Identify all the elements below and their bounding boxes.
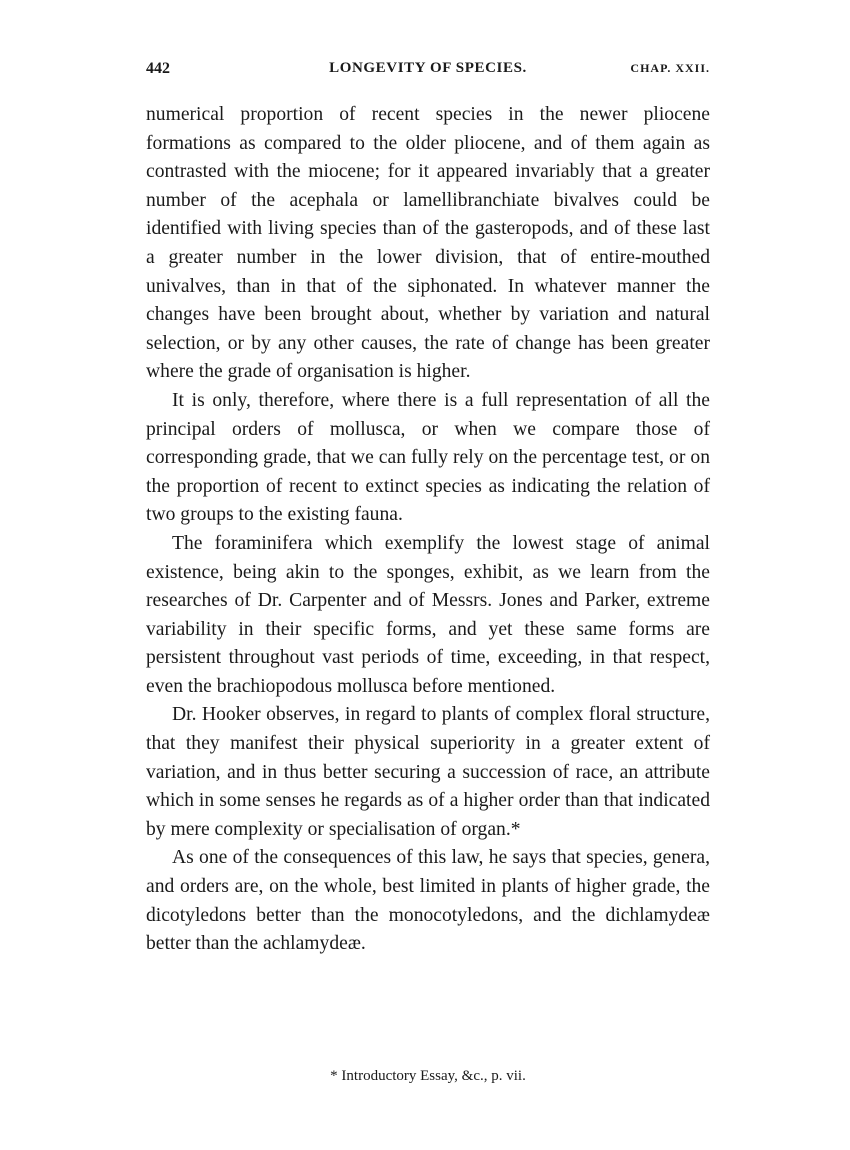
- paragraph-continuation: numerical proportion of recent species in the newer pliocene formations as compared to the older pliocene, and of them again as contrasted with the miocene; for it appeared invariably that a greater number of the acephala or lamellibranchiate bivalves could be identified with living species than of the gasteropods, and of these last a greater number in the lower division, that of entire-mouthed univalves, than in that of the siphonated. In whatever manner the changes have been brought about, whether by variation and natural selection, or by any other causes, the rate of change has been greater where the grade of organisation is higher.: [146, 104, 710, 383]
- footnote: * Introductory Essay, &c., p. vii.: [330, 1068, 526, 1084]
- paragraph-hooker: Dr. Hooker observes, in regard to plants of complex floral structure, that they manifest their physical superiority in a greater extent of variation, and in thus better securing a succession of race, an attribute which in some senses he regards as of a higher order than that indicated by mere complexity or specialisation of organ.*: [146, 704, 710, 840]
- page-number: 442: [146, 60, 170, 77]
- paragraph-foraminifera: The foraminifera which exemplify the lowest stage of animal existence, being akin to the sponges, exhibit, as we learn from the researches of Dr. Carpenter and of Messrs. Jones and Parker, extreme variability in their specific forms, and yet these same forms are persistent throughout vast periods of time, exceeding, in that respect, even the brachiopodous mollusca before mentioned.: [146, 532, 710, 697]
- running-head: LONGEVITY OF SPECIES.: [329, 60, 527, 76]
- paragraph-consequences: As one of the consequences of this law, he says that species, genera, and orders are, on the whole, best limited in plants of higher grade, the dicotyledons better than the monocotyledons, and the dichlamydeæ better than the achlamydeæ.: [146, 847, 710, 955]
- chapter-reference: CHAP. XXII.: [630, 61, 710, 75]
- paragraph-mollusca: It is only, therefore, where there is a full representation of all the principal orders of mollusca, or when we compare those of corresponding grade, that we can fully rely on the percentage test, or on the proportion of recent to extinct species as indicating the relation of two groups to the existing fauna.: [146, 389, 710, 526]
- body-text: [146, 101, 710, 959]
- page-header: [146, 60, 710, 84]
